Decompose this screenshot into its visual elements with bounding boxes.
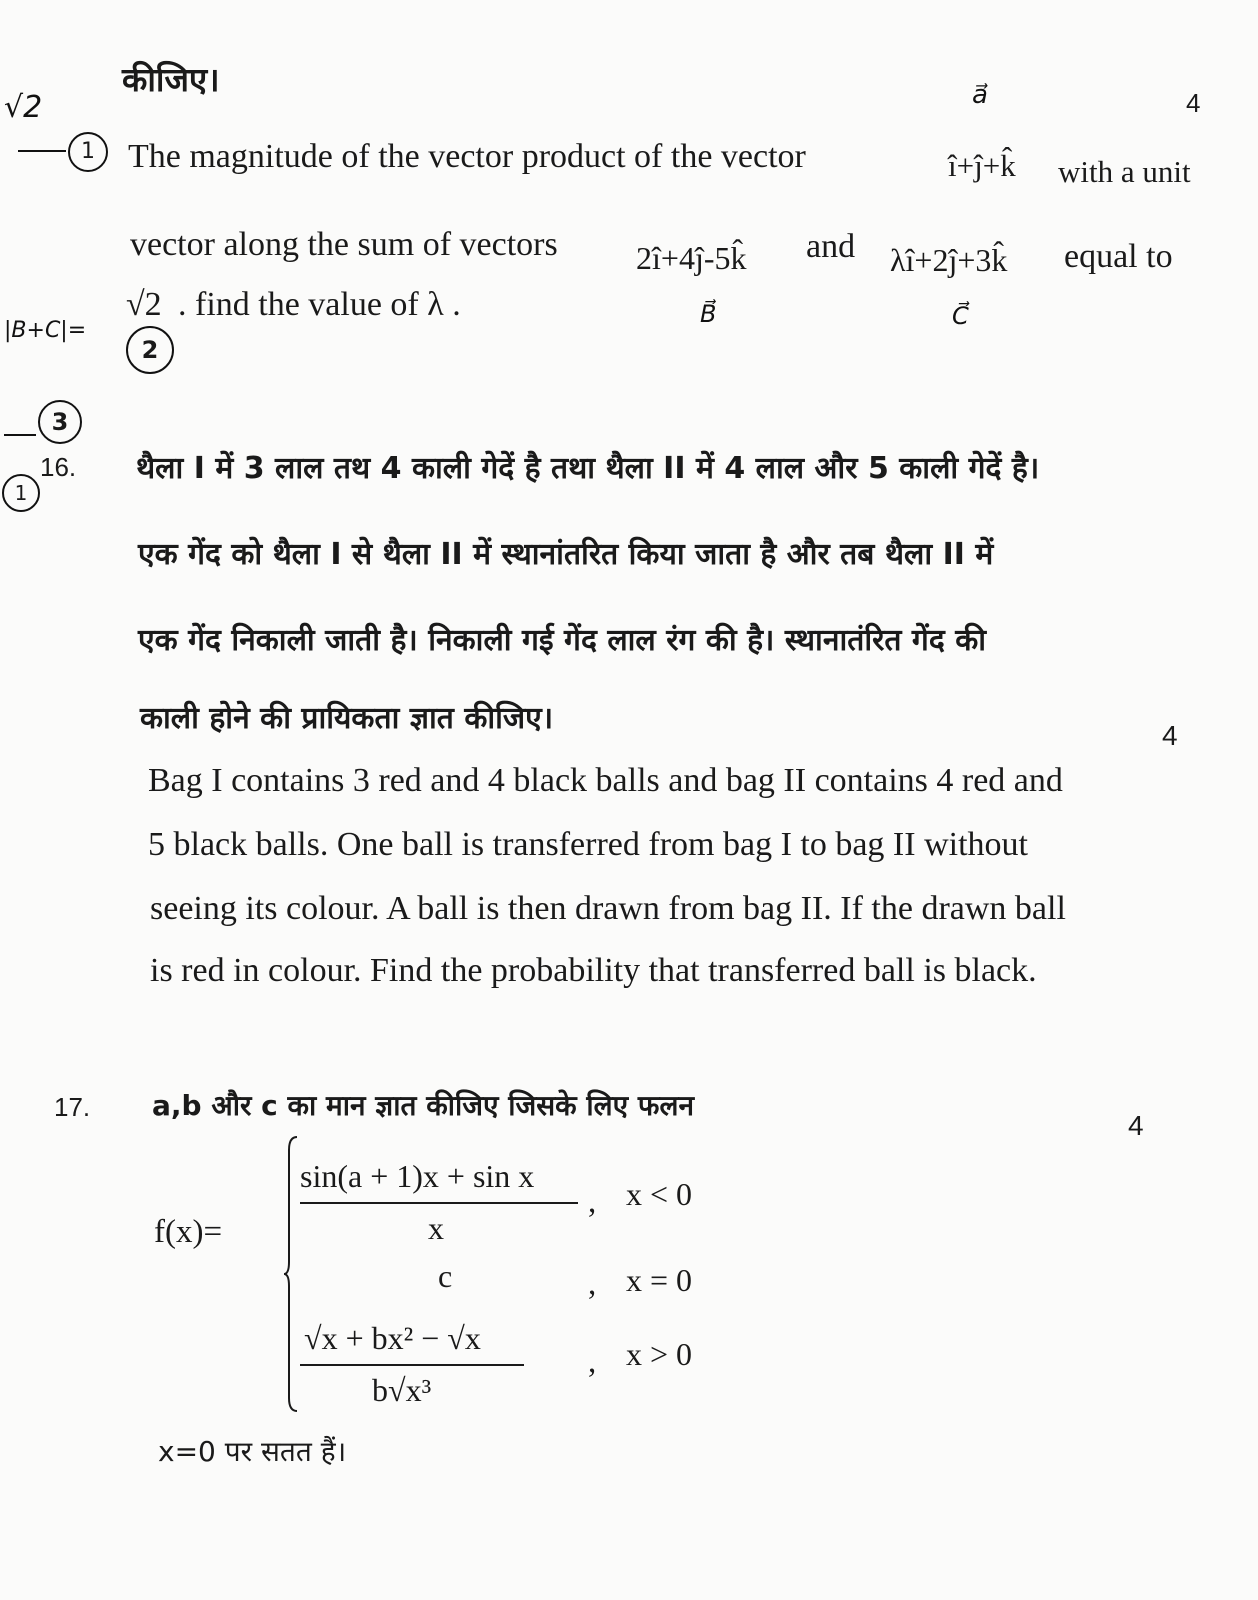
case2-comma: , xyxy=(588,1266,597,1302)
q15-with-unit: with a unit xyxy=(1058,154,1191,189)
case3-numerator: √x + bx² − √x xyxy=(304,1320,481,1356)
circled-number-2: 2 xyxy=(126,326,174,374)
handwritten-margin-note: |B+C|= xyxy=(4,318,87,343)
q17-marks: 4 xyxy=(1128,1110,1144,1141)
q16-english-line4: is red in colour. Find the probability that transferred ball is black. xyxy=(150,952,1037,989)
top-fragment: कीजिए। xyxy=(122,60,220,99)
handwritten-dash-2 xyxy=(4,434,36,436)
q17-fx: f(x)= xyxy=(154,1214,223,1250)
q17-hindi-line: a,b और c का मान ज्ञात कीजिए जिसके लिए फलन xyxy=(152,1089,695,1122)
q15-equal-to: equal to xyxy=(1064,238,1173,275)
case1-comma: , xyxy=(588,1184,597,1220)
handwritten-sqrt2: √2 xyxy=(4,90,43,125)
q17-footer: x=0 पर सतत हैं। xyxy=(158,1435,347,1468)
q15-line1: The magnitude of the vector product of the vector xyxy=(128,138,806,175)
q15-vector-a: î+ĵ+k̂ xyxy=(948,148,1016,183)
handwritten-dash xyxy=(18,150,66,152)
case3-condition: x > 0 xyxy=(626,1336,693,1372)
case1-denominator: x xyxy=(428,1210,444,1246)
q15-vector-c: λî+2ĵ+3k̂ xyxy=(890,242,1008,278)
case2-value: c xyxy=(438,1258,453,1294)
case1-fraction-bar xyxy=(300,1202,578,1204)
q16-english-line1: Bag I contains 3 red and 4 black balls and bag II contains 4 red and xyxy=(148,762,1063,799)
handwritten-vector-a: a⃗ xyxy=(972,80,988,110)
q15-line2: vector along the sum of vectors xyxy=(130,226,558,263)
q16-hindi-line1: थैला I में 3 लाल तथ 4 काली गेदें है तथा थैला II में 4 लाल और 5 काली गेदें है। xyxy=(136,451,1040,486)
q16-english-line3: seeing its colour. A ball is then drawn from bag II. If the drawn ball xyxy=(150,890,1066,927)
q16-hindi-line4: काली होने की प्रायिकता ज्ञात कीजिए। xyxy=(140,701,554,736)
q15-marks: 4 xyxy=(1186,88,1201,118)
q16-english-line2: 5 black balls. One ball is transferred from bag I to bag II without xyxy=(148,826,1028,863)
case3-fraction-bar xyxy=(300,1364,524,1366)
handwritten-vector-b: B⃗ xyxy=(700,300,717,328)
handwritten-vector-c: C⃗ xyxy=(952,302,969,330)
q16-number: 16. xyxy=(40,452,77,482)
case3-comma: , xyxy=(588,1344,597,1380)
case3-denominator: b√x³ xyxy=(372,1372,432,1408)
q15-find: . find the value of λ . xyxy=(178,286,461,323)
q15-and: and xyxy=(806,228,856,265)
q15-sqrt2: √2 xyxy=(126,286,162,323)
case2-condition: x = 0 xyxy=(626,1262,693,1298)
case1-condition: x < 0 xyxy=(626,1176,693,1212)
q17-number: 17. xyxy=(54,1092,91,1122)
circled-number-1: 1 xyxy=(68,132,108,172)
case1-numerator: sin(a + 1)x + sin x xyxy=(300,1158,535,1194)
piecewise-brace xyxy=(284,1136,298,1412)
circled-number-3: 3 xyxy=(38,400,82,444)
circled-number-4: 1 xyxy=(2,474,40,512)
q16-hindi-line2: एक गेंद को थैला I से थैला II में स्थानांतरित किया जाता है और तब थैला II में xyxy=(138,537,994,572)
q16-marks: 4 xyxy=(1162,720,1178,751)
q15-vector-b: 2î+4ĵ-5k̂ xyxy=(636,240,747,276)
q16-hindi-line3: एक गेंद निकाली जाती है। निकाली गई गेंद लाल रंग की है। स्थानातंरित गेंद की xyxy=(138,623,987,658)
